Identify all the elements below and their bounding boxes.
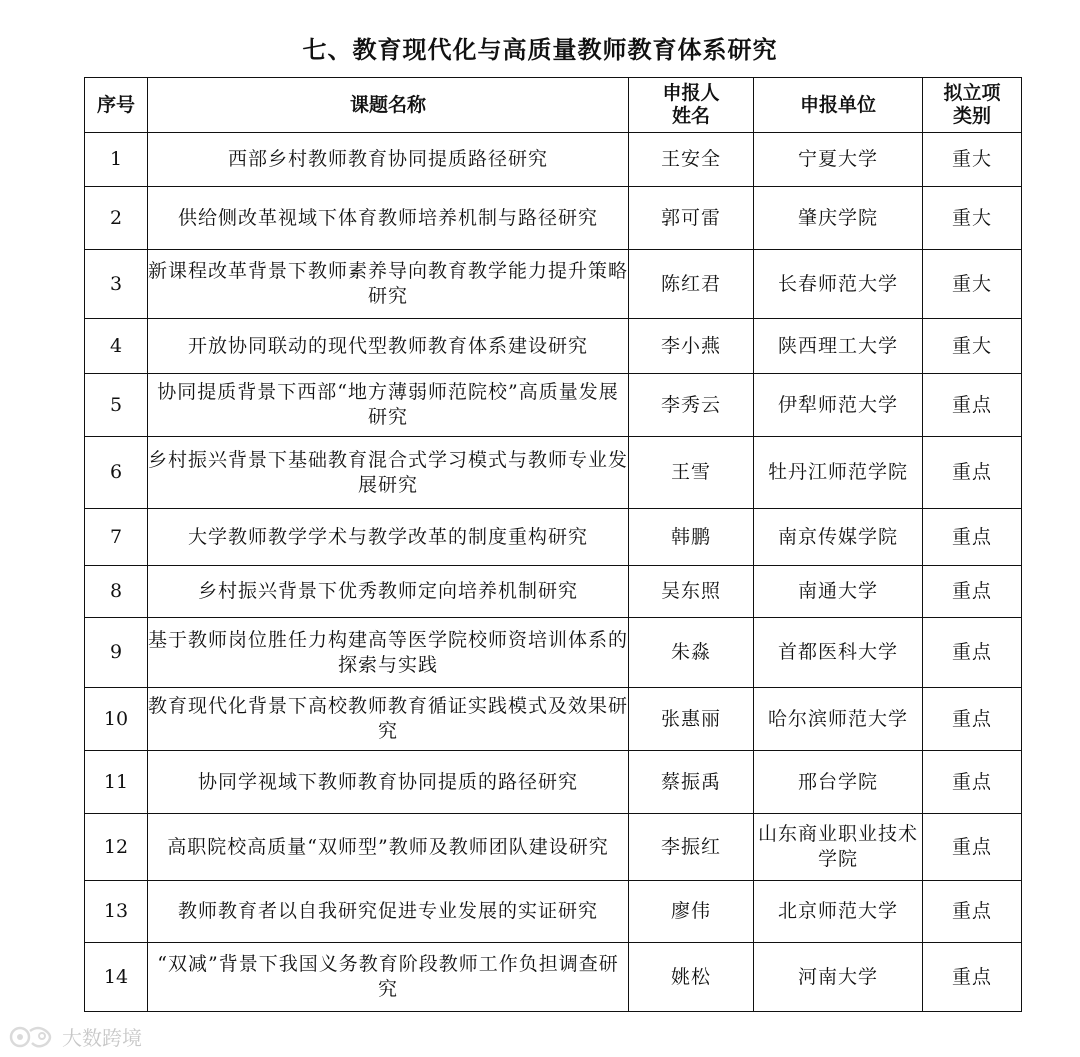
table-row — [85, 187, 1022, 250]
cell-no: 4 — [85, 319, 148, 374]
cell-no: 3 — [85, 250, 148, 319]
cell-applicant-unit: 南京传媒学院 — [754, 509, 923, 566]
cell-category: 重点 — [923, 374, 1022, 437]
brand-logo-icon — [8, 1022, 58, 1050]
cell-applicant-unit: 南通大学 — [754, 566, 923, 618]
cell-applicant-name: 姚松 — [629, 943, 754, 1012]
cell-category: 重点 — [923, 881, 1022, 943]
cell-no: 5 — [85, 374, 148, 437]
header-category-line1: 拟立项 — [943, 82, 1001, 104]
table-row — [85, 751, 1022, 814]
cell-applicant-unit: 哈尔滨师范大学 — [754, 688, 923, 751]
cell-applicant-name: 韩鹏 — [629, 509, 754, 566]
watermark-text: 大数跨境 — [62, 1025, 142, 1050]
cell-category: 重点 — [923, 437, 1022, 509]
cell-applicant-unit: 山东商业职业技术学院 — [754, 814, 923, 881]
table-row — [85, 943, 1022, 1012]
header-applicant-line1: 申报人 — [662, 82, 720, 104]
cell-no: 8 — [85, 566, 148, 618]
cell-applicant-unit: 牡丹江师范学院 — [754, 437, 923, 509]
header-no: 序号 — [85, 78, 148, 133]
cell-applicant-name: 廖伟 — [629, 881, 754, 943]
cell-no: 10 — [85, 688, 148, 751]
cell-no: 6 — [85, 437, 148, 509]
project-table — [84, 77, 1022, 1012]
cell-category: 重点 — [923, 943, 1022, 1012]
cell-applicant-unit: 肇庆学院 — [754, 187, 923, 250]
cell-applicant-name: 李振红 — [629, 814, 754, 881]
cell-topic: 西部乡村教师教育协同提质路径研究 — [148, 133, 629, 187]
cell-applicant-name: 王雪 — [629, 437, 754, 509]
cell-no: 13 — [85, 881, 148, 943]
table-row — [85, 814, 1022, 881]
cell-category: 重点 — [923, 814, 1022, 881]
table-body — [85, 133, 1022, 1012]
header-category — [923, 78, 1022, 133]
header-topic: 课题名称 — [148, 78, 629, 133]
cell-applicant-name: 王安全 — [629, 133, 754, 187]
table-row — [85, 618, 1022, 688]
cell-category: 重点 — [923, 509, 1022, 566]
cell-topic: 乡村振兴背景下基础教育混合式学习模式与教师专业发展研究 — [148, 437, 629, 509]
watermark — [8, 1021, 142, 1051]
table-row — [85, 509, 1022, 566]
cell-topic: “双减”背景下我国义务教育阶段教师工作负担调查研究 — [148, 943, 629, 1012]
cell-topic: 协同提质背景下西部“地方薄弱师范院校”高质量发展研究 — [148, 374, 629, 437]
page-title: 七、教育现代化与高质量教师教育体系研究 — [302, 36, 778, 64]
cell-no: 2 — [85, 187, 148, 250]
cell-topic: 大学教师教学学术与教学改革的制度重构研究 — [148, 509, 629, 566]
table-row — [85, 319, 1022, 374]
cell-no: 12 — [85, 814, 148, 881]
cell-no: 9 — [85, 618, 148, 688]
header-unit: 申报单位 — [754, 78, 923, 133]
table-row — [85, 133, 1022, 187]
cell-topic: 供给侧改革视域下体育教师培养机制与路径研究 — [148, 187, 629, 250]
cell-applicant-unit: 陕西理工大学 — [754, 319, 923, 374]
cell-applicant-unit: 宁夏大学 — [754, 133, 923, 187]
cell-no: 11 — [85, 751, 148, 814]
cell-no: 7 — [85, 509, 148, 566]
header-applicant — [629, 78, 754, 133]
cell-applicant-name: 郭可雷 — [629, 187, 754, 250]
cell-no: 1 — [85, 133, 148, 187]
cell-topic: 高职院校高质量“双师型”教师及教师团队建设研究 — [148, 814, 629, 881]
table-header-row — [85, 78, 1022, 133]
cell-category: 重点 — [923, 618, 1022, 688]
cell-category: 重大 — [923, 187, 1022, 250]
cell-applicant-unit: 北京师范大学 — [754, 881, 923, 943]
cell-category: 重大 — [923, 250, 1022, 319]
table-row — [85, 250, 1022, 319]
cell-applicant-name: 吴东照 — [629, 566, 754, 618]
table-row — [85, 437, 1022, 509]
cell-category: 重大 — [923, 133, 1022, 187]
cell-topic: 基于教师岗位胜任力构建高等医学院校师资培训体系的探索与实践 — [148, 618, 629, 688]
cell-applicant-unit: 首都医科大学 — [754, 618, 923, 688]
cell-applicant-name: 李小燕 — [629, 319, 754, 374]
cell-topic: 乡村振兴背景下优秀教师定向培养机制研究 — [148, 566, 629, 618]
cell-applicant-unit: 邢台学院 — [754, 751, 923, 814]
cell-applicant-name: 张惠丽 — [629, 688, 754, 751]
cell-applicant-name: 陈红君 — [629, 250, 754, 319]
cell-category: 重点 — [923, 751, 1022, 814]
header-category-line2: 类别 — [952, 105, 991, 127]
cell-topic: 开放协同联动的现代型教师教育体系建设研究 — [148, 319, 629, 374]
cell-applicant-name: 李秀云 — [629, 374, 754, 437]
table-row — [85, 881, 1022, 943]
header-applicant-line2: 姓名 — [671, 105, 710, 127]
cell-applicant-name: 朱淼 — [629, 618, 754, 688]
table-row — [85, 374, 1022, 437]
cell-topic: 协同学视域下教师教育协同提质的路径研究 — [148, 751, 629, 814]
cell-applicant-unit: 河南大学 — [754, 943, 923, 1012]
cell-category: 重点 — [923, 688, 1022, 751]
cell-topic: 教育现代化背景下高校教师教育循证实践模式及效果研究 — [148, 688, 629, 751]
cell-no: 14 — [85, 943, 148, 1012]
cell-applicant-unit: 伊犁师范大学 — [754, 374, 923, 437]
table-row — [85, 688, 1022, 751]
cell-applicant-name: 蔡振禹 — [629, 751, 754, 814]
cell-category: 重点 — [923, 566, 1022, 618]
cell-category: 重大 — [923, 319, 1022, 374]
cell-applicant-unit: 长春师范大学 — [754, 250, 923, 319]
cell-topic: 教师教育者以自我研究促进专业发展的实证研究 — [148, 881, 629, 943]
cell-topic: 新课程改革背景下教师素养导向教育教学能力提升策略研究 — [148, 250, 629, 319]
table-row — [85, 566, 1022, 618]
